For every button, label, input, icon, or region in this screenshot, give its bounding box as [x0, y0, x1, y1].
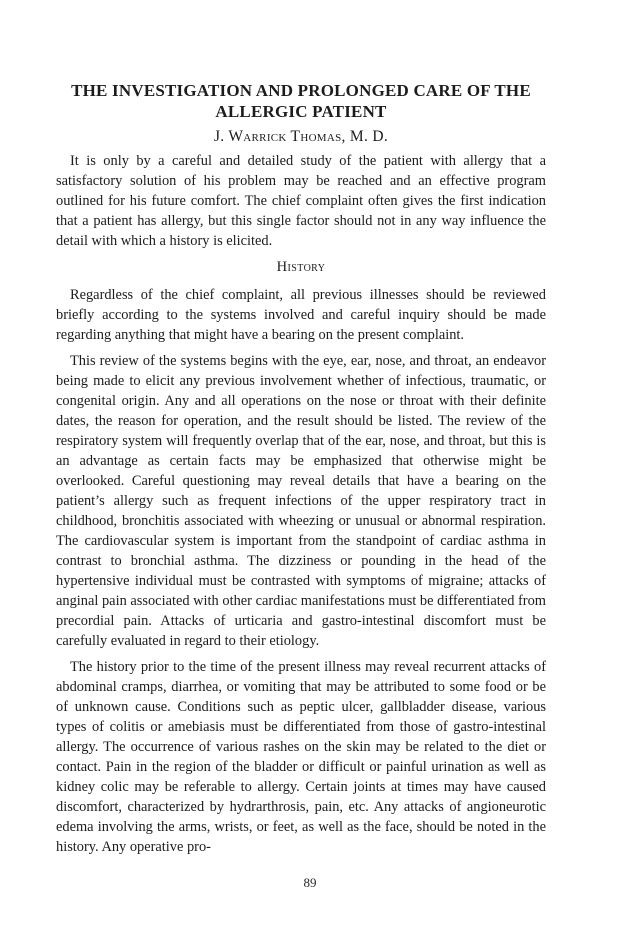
page-number: 89 [303, 875, 317, 890]
intro-paragraph: It is only by a careful and detailed study of the patient with allergy that a satisfactory solution of his problem may be reached and an effective program outlined for his future comfort. The chief complaint often gives the first indication that a patient has allergy, but this single factor should not in any way influence the detail with which a history is elicited. [56, 153, 546, 249]
body-paragraph-2: This review of the systems begins with the eye, ear, nose, and throat, an endeavor being made to elicit any previous involvement whether of infectious, traumatic, or congenital origin. Any and all operations on the nose or throat with their definite dates, the reason for operation, and the result should be listed. The review of the respiratory system will frequently overlap that of the ear, nose, and throat, but this is an advantage as certain facts may be emphasized that otherwise might be overlooked. Careful questioning may reveal details that have a bearing on the patient’s allergy such as frequent infections of the upper respiratory tract in childhood, bronchitis associated with wheezing or unusual or abnormal respiration. The cardiovascular system is important from the standpoint of cardiac asthma in contrast to bronchial asthma. The dizziness or pounding in the head of the hypertensive individual must be contrasted with symptoms of migraine; attacks of anginal pain associated with other cardiac manifestations must be differentiated from precordial pain. Attacks of urticaria and gastro-intestinal discomfort must be carefully evaluated in regard to their etiology. [56, 353, 546, 649]
body-paragraph-3: The history prior to the time of the present illness may reveal recurrent attacks of abdominal cramps, diarrhea, or vomiting that may be attributed to some food or be of unknown cause. Conditions such as peptic ulcer, gallbladder disease, various types of colitis or amebiasis must be differentiated from those of gastro-intestinal allergy. The occurrence of various rashes on the skin may be related to the diet or contact. Pain in the region of the bladder or difficult or painful urination as well as kidney colic may be referable to allergy. Certain joints at times may have caused discomfort, characterized by hydrarthrosis, pain, etc. Any attacks of angioneurotic edema involving the arms, wrists, or feet, as well as the face, should be noted in the history. Any operative pro- [56, 659, 546, 855]
article-title-line-1: THE INVESTIGATION AND PROLONGED CARE OF THE [71, 81, 531, 100]
article-title [56, 80, 546, 122]
section-heading-history: History [276, 259, 326, 275]
article-author: J. Warrick Thomas, M. D. [213, 128, 389, 145]
body-paragraph-1: Regardless of the chief complaint, all previous illnesses should be reviewed briefly according to the systems involved and careful inquiry should be made regarding anything that might have a bearing on the present complaint. [56, 287, 546, 343]
article-page [56, 80, 546, 857]
article-title-line-2: ALLERGIC PATIENT [215, 102, 387, 121]
